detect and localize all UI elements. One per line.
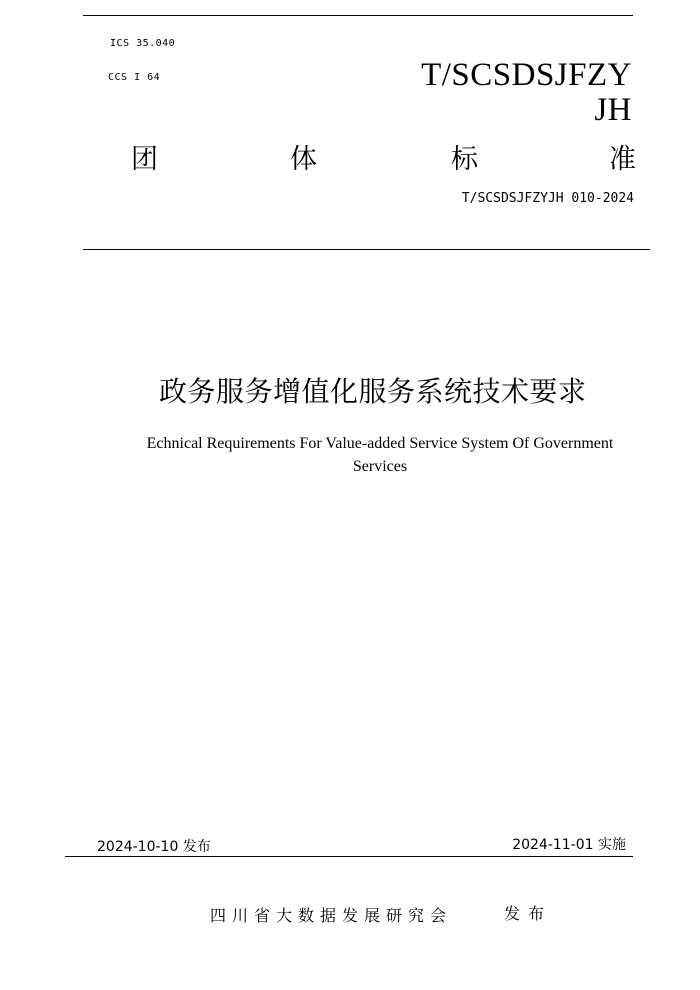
effective-date: 2024-11-01 实施 <box>512 837 626 853</box>
group-standard-char-2: 体 <box>290 144 317 175</box>
issue-date: 2024-10-10 发布 <box>97 839 211 855</box>
date-rule <box>65 856 633 857</box>
group-standard-char-4: 准 <box>609 144 636 175</box>
ccs-code: CCS I 64 <box>108 72 161 83</box>
standard-code <box>421 58 632 128</box>
title-en-line1: Echnical Requirements For Value-added Service System Of Government <box>146 435 614 452</box>
document-title-en <box>110 432 650 478</box>
document-title-cn: 政务服务增值化服务系统技术要求 <box>159 375 587 408</box>
publish-word: 发布 <box>504 904 553 923</box>
header-rule <box>83 249 650 250</box>
standard-number: T/SCSDSJFZYJH 010-2024 <box>461 191 634 206</box>
ics-code: ICS 35.040 <box>110 38 176 49</box>
title-en-line2: Services <box>352 458 408 475</box>
publisher: 四川省大数据发展研究会 <box>210 906 453 925</box>
standard-code-line1: T/SCSDSJFZY <box>421 57 632 93</box>
group-standard-char-1: 团 <box>131 144 158 175</box>
group-standard-char-3: 标 <box>451 144 478 175</box>
top-rule <box>83 15 633 16</box>
standard-code-line2: JH <box>594 92 632 128</box>
